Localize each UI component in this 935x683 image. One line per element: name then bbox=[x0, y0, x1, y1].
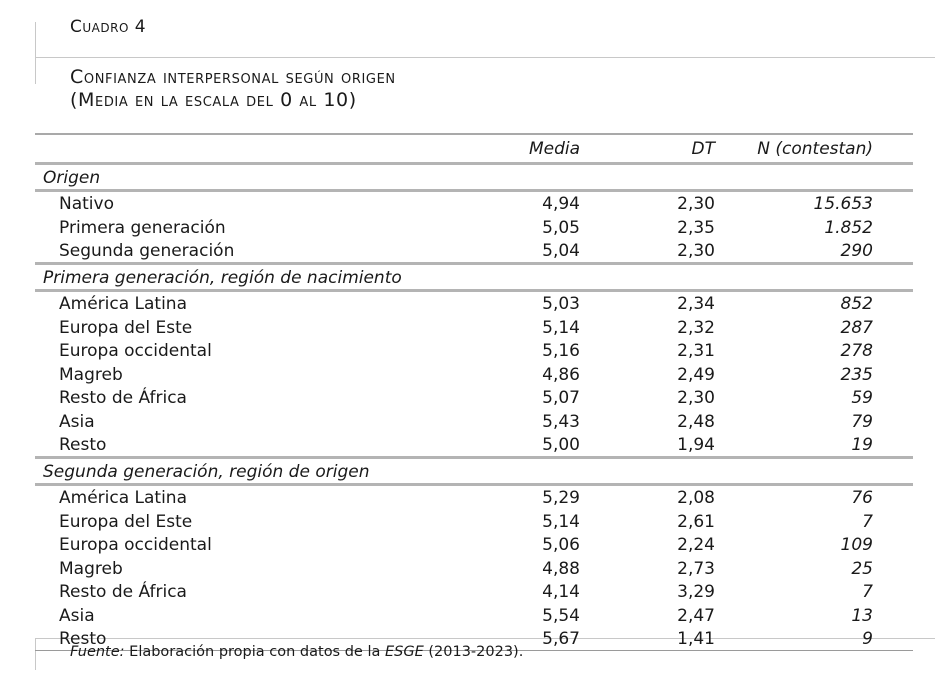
row-n: 13 bbox=[851, 605, 873, 626]
row-media: 4,88 bbox=[542, 558, 580, 579]
row-label: América Latina bbox=[35, 484, 500, 509]
section-header-row bbox=[35, 264, 913, 291]
row-n: 7 bbox=[862, 511, 873, 532]
row-n: 278 bbox=[840, 341, 873, 361]
row-n: 7 bbox=[862, 582, 873, 602]
section-label: Primera generación, región de nacimiento bbox=[35, 264, 913, 291]
row-label: Europa del Este bbox=[59, 511, 193, 532]
source-dataset: ESGE bbox=[384, 644, 424, 660]
table-row bbox=[35, 509, 913, 533]
table-row bbox=[35, 580, 913, 604]
title-line-2: (Media en la escala del 0 al 10) bbox=[70, 89, 357, 111]
section-label: Segunda generación, región de origen bbox=[35, 458, 913, 485]
row-media: 5,05 bbox=[542, 217, 580, 238]
row-dt: 2,73 bbox=[677, 558, 715, 579]
row-media: 5,43 bbox=[542, 411, 580, 432]
table-row bbox=[35, 603, 913, 627]
row-label: Segunda generación bbox=[59, 241, 235, 261]
row-media: 5,03 bbox=[500, 290, 580, 315]
row-media: 5,04 bbox=[542, 241, 580, 261]
row-media: 5,67 bbox=[500, 627, 580, 651]
source-text-before: Elaboración propia con datos de la bbox=[124, 644, 385, 660]
table-row bbox=[35, 484, 913, 509]
table-number: Cuadro 4 bbox=[70, 17, 147, 37]
row-label: Europa occidental bbox=[59, 341, 212, 361]
row-n: 19 bbox=[851, 435, 873, 455]
row-dt: 2,61 bbox=[677, 511, 715, 532]
header-divider bbox=[35, 57, 935, 58]
row-label: Resto bbox=[35, 627, 500, 651]
table-row bbox=[35, 362, 913, 386]
header-row bbox=[35, 134, 913, 164]
row-media: 5,54 bbox=[542, 605, 580, 626]
row-n: 79 bbox=[851, 411, 873, 432]
data-table bbox=[35, 133, 913, 651]
row-media: 5,06 bbox=[542, 535, 580, 555]
row-dt: 2,34 bbox=[640, 290, 715, 315]
row-dt: 3,29 bbox=[677, 582, 715, 602]
header-label bbox=[35, 134, 500, 164]
table-row bbox=[35, 409, 913, 433]
row-dt: 2,48 bbox=[677, 411, 715, 432]
row-dt: 2,49 bbox=[677, 364, 715, 385]
section-header-row bbox=[35, 164, 913, 191]
row-label: Resto bbox=[59, 435, 107, 455]
table-title bbox=[70, 66, 396, 112]
header-media: Media bbox=[528, 138, 580, 159]
section-header-row bbox=[35, 458, 913, 485]
row-label: Primera generación bbox=[59, 217, 226, 238]
row-label: Europa del Este bbox=[59, 317, 193, 338]
row-label: Resto de África bbox=[59, 388, 187, 408]
row-dt: 2,35 bbox=[677, 217, 715, 238]
row-dt: 2,32 bbox=[677, 317, 715, 338]
row-dt: 2,30 bbox=[677, 388, 715, 408]
row-media: 4,14 bbox=[542, 582, 580, 602]
table-row bbox=[35, 190, 913, 215]
table-row bbox=[35, 533, 913, 557]
row-label: Magreb bbox=[59, 364, 123, 385]
header-dt: DT bbox=[691, 138, 715, 159]
row-label: Asia bbox=[59, 411, 95, 432]
row-n: 287 bbox=[840, 317, 873, 338]
row-n: 25 bbox=[851, 558, 873, 579]
row-dt: 2,08 bbox=[640, 484, 715, 509]
row-n: 15.653 bbox=[755, 190, 873, 215]
row-label: Asia bbox=[59, 605, 95, 626]
row-n: 76 bbox=[755, 484, 873, 509]
table-row bbox=[35, 339, 913, 363]
row-n: 59 bbox=[851, 388, 873, 408]
header-n: N (contestan) bbox=[757, 138, 873, 159]
source-note bbox=[70, 644, 523, 660]
row-label: Resto de África bbox=[59, 582, 187, 602]
row-n: 852 bbox=[755, 290, 873, 315]
row-dt: 1,41 bbox=[640, 627, 715, 651]
row-media: 5,14 bbox=[542, 317, 580, 338]
source-prefix: Fuente: bbox=[70, 644, 125, 660]
table-row bbox=[35, 433, 913, 458]
row-n: 1.852 bbox=[824, 217, 873, 238]
source-text-after: (2013-2023). bbox=[423, 644, 524, 660]
row-dt: 2,30 bbox=[640, 190, 715, 215]
row-label: Nativo bbox=[35, 190, 500, 215]
row-n: 290 bbox=[840, 241, 873, 261]
row-dt: 2,31 bbox=[677, 341, 715, 361]
row-media: 5,29 bbox=[500, 484, 580, 509]
row-n: 235 bbox=[840, 364, 873, 385]
row-n: 109 bbox=[840, 535, 873, 555]
table-row bbox=[35, 290, 913, 315]
table-body bbox=[35, 164, 913, 651]
table-row bbox=[35, 386, 913, 410]
row-media: 5,07 bbox=[542, 388, 580, 408]
row-media: 4,94 bbox=[500, 190, 580, 215]
row-dt: 1,94 bbox=[677, 435, 715, 455]
row-media: 4,86 bbox=[542, 364, 580, 385]
row-label: América Latina bbox=[35, 290, 500, 315]
row-dt: 2,24 bbox=[677, 535, 715, 555]
row-dt: 2,30 bbox=[677, 241, 715, 261]
table-row bbox=[35, 239, 913, 264]
table-row bbox=[35, 215, 913, 239]
section-label: Origen bbox=[35, 164, 913, 191]
table-row bbox=[35, 315, 913, 339]
row-n: 9 bbox=[755, 627, 873, 651]
row-media: 5,16 bbox=[542, 341, 580, 361]
table-row bbox=[35, 556, 913, 580]
title-line-1: Confianza interpersonal según origen bbox=[70, 66, 396, 88]
row-media: 5,00 bbox=[542, 435, 580, 455]
row-label: Europa occidental bbox=[59, 535, 212, 555]
row-media: 5,14 bbox=[542, 511, 580, 532]
row-dt: 2,47 bbox=[677, 605, 715, 626]
left-margin-rule-top bbox=[35, 22, 36, 84]
row-label: Magreb bbox=[59, 558, 123, 579]
